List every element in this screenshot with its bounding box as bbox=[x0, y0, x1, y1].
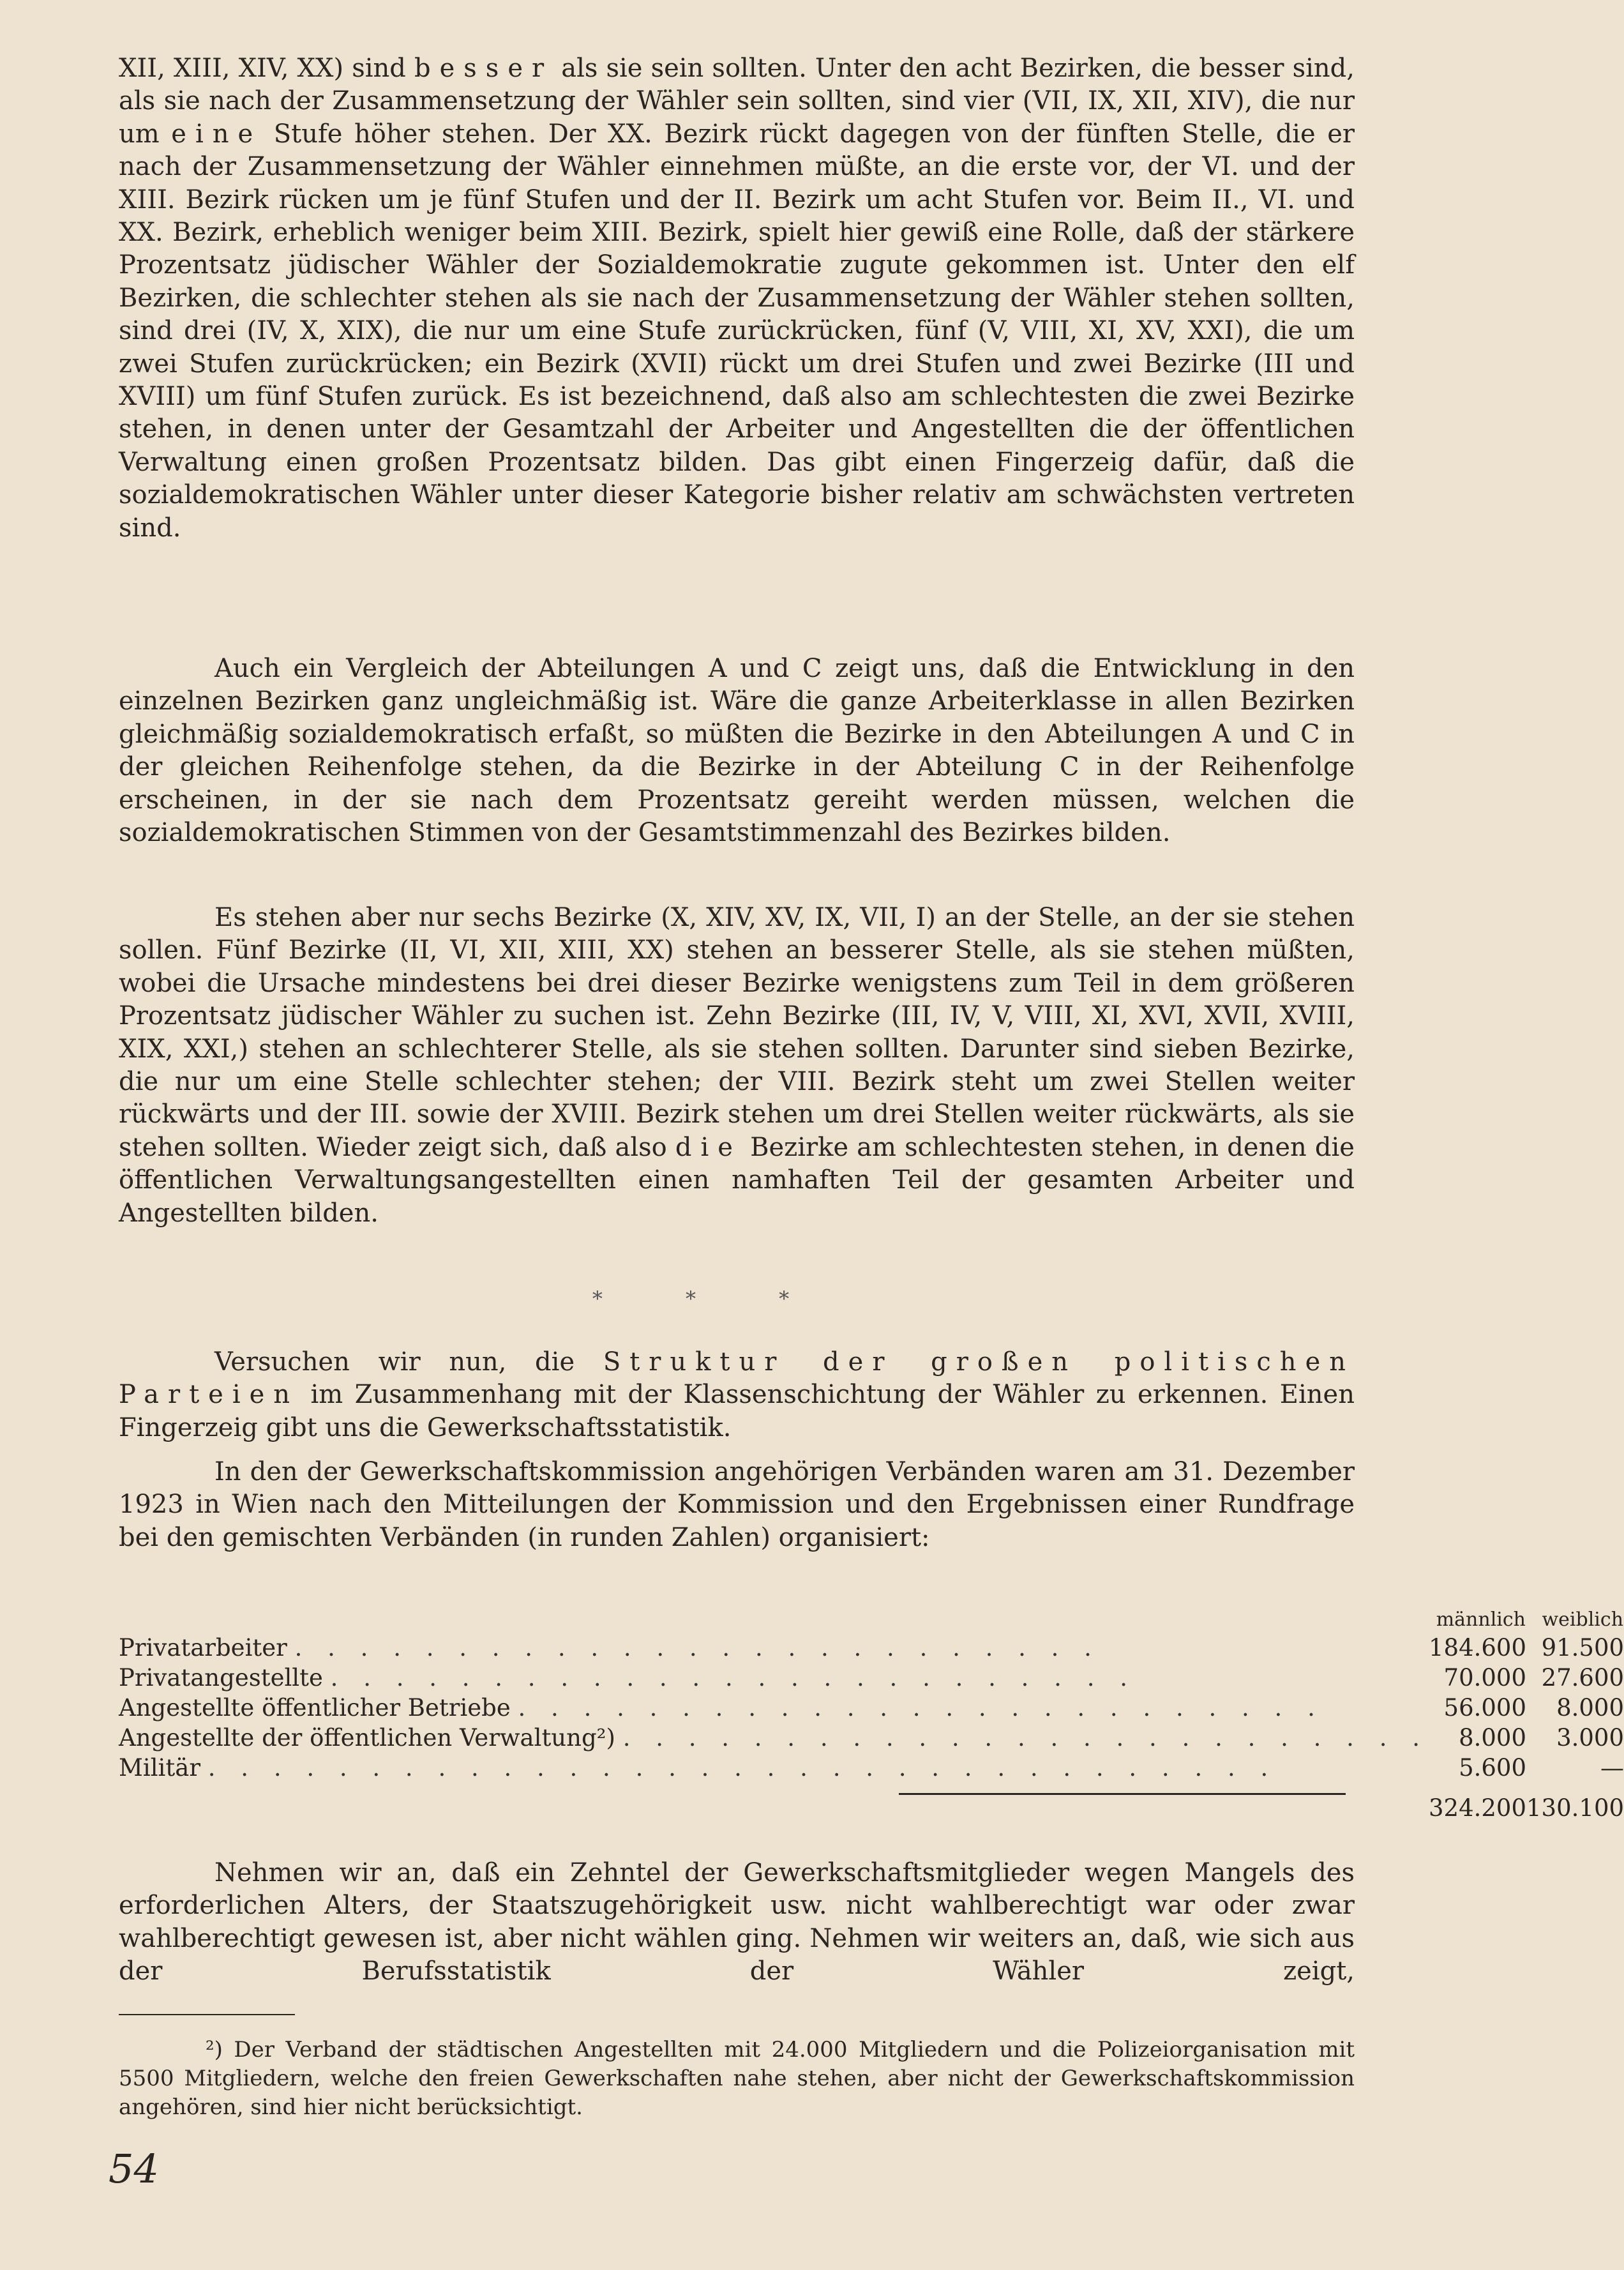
row-female: 3.000 bbox=[1556, 1724, 1624, 1752]
paragraph-block-3 bbox=[119, 902, 1355, 1230]
paragraph-6: Nehmen wir an, daß ein Zehntel der Gewerkschaftsmitglieder wegen Mangels des erforderlichen Alters, der Staatszugehörigkeit usw. nicht wahlberechtigt war oder zwar wahlberechtigt gewesen ist, aber nicht wählen ging. Nehmen wir weiters an, daß, wie sich aus der Berufsstatistik der Wähler zeigt, bbox=[119, 1858, 1355, 1986]
paragraph-block-6 bbox=[119, 1857, 1355, 1988]
paragraph-block-5 bbox=[119, 1456, 1355, 1554]
row-female: — bbox=[1600, 1754, 1624, 1782]
row-male: 184.600 bbox=[1429, 1634, 1527, 1661]
table-row bbox=[119, 1691, 1624, 1721]
p1-seg-2: als sie sein sollten. Unter den acht Bezirken, die besser sind, als sie nach der Zusammensetzung der Wähler sein sollten, sind vier (VII, IX, XII, XIV), die nur um bbox=[119, 54, 1355, 149]
paragraph-5: In den der Gewerkschaftskommission angehörigen Verbänden waren am 31. Dezember 1923 in Wien nach den Mitteilungen der Kommission und den Ergebnissen einer Rundfrage bei den gemischten Verbänden (in runden Zahlen) organisiert: bbox=[119, 1457, 1355, 1552]
row-label: Militär . . . . . . . . . . . . . . . . . . . . . . . . . . . . . . . . . bbox=[119, 1754, 1277, 1782]
row-female: 8.000 bbox=[1556, 1694, 1624, 1721]
paragraph-block-4 bbox=[119, 1346, 1355, 1444]
row-label: Angestellte der öffentlichen Verwaltung²) . . . . . . . . . . . . . . . . . . . . . . . . . bbox=[119, 1724, 1429, 1752]
row-label: Privatangestellte . . . . . . . . . . . . . . . . . . . . . . . . . bbox=[119, 1664, 1136, 1691]
total-rule bbox=[899, 1793, 1346, 1795]
paragraph-block-1 bbox=[119, 52, 1355, 545]
row-label: Privatarbeiter . . . . . . . . . . . . . . . . . . . . . . . . . bbox=[119, 1634, 1101, 1661]
footnote-rule bbox=[119, 2014, 295, 2015]
p3-spaced-die: die bbox=[675, 1132, 742, 1162]
p4-seg-1: Versuchen wir nun, die bbox=[214, 1347, 603, 1377]
p4-spaced-phrase: Struktur der großen politischen Parteien bbox=[119, 1347, 1355, 1410]
section-separator: * * * bbox=[592, 1287, 828, 1311]
row-female: 27.600 bbox=[1541, 1664, 1624, 1691]
p3-seg-1: Es stehen aber nur sechs Bezirke (X, XIV, XV, IX, VII, I) an der Stelle, an der sie stehen sollen. Fünf Bezirke (II, VI, XII, XIII, XX) stehen an besserer Stelle, als sie stehen müßten, wobei die Ursache mindestens bei drei dieser Bezirke wenigstens zum Teil in dem größeren Prozentsatz jüdischer Wähler zu suchen ist. Zehn Bezirke (III, IV, V, VIII, XI, XVI, XVII, XVIII, XIX, XXI,) stehen an schlechterer Stelle, als sie stehen sollten. Darunter sind sieben Bezirke, die nur um eine Stelle schlechter stehen; der VIII. Bezirk steht um zwei Stellen weiter rückwärts und der III. sowie der XVIII. Bezirk stehen um drei Stellen weiter rückwärts, als sie stehen sollten. Wieder zeigt sich, daß also bbox=[119, 903, 1355, 1162]
total-female: 130.100 bbox=[1526, 1794, 1624, 1822]
table-row bbox=[119, 1631, 1624, 1661]
paragraph-block-2 bbox=[119, 653, 1355, 849]
header-male: männlich bbox=[1436, 1608, 1526, 1631]
table-row bbox=[119, 1752, 1624, 1782]
table-row bbox=[119, 1721, 1624, 1752]
paragraph-1 bbox=[119, 52, 1355, 545]
footnote: ²) Der Verband der städtischen Angestellten mit 24.000 Mitgliedern und die Polizeiorganisation mit 5500 Mitgliedern, welche den freien Gewerkschaften nahe stehen, aber nicht der Gewerkschaftskommission angehören, sind hier nicht berücksichtigt. bbox=[119, 2037, 1355, 2120]
paragraph-4 bbox=[119, 1346, 1355, 1444]
page-number: 54 bbox=[109, 2145, 159, 2192]
row-male: 56.000 bbox=[1443, 1694, 1527, 1721]
row-male: 8.000 bbox=[1459, 1724, 1527, 1752]
paragraph-3 bbox=[119, 902, 1355, 1230]
p1-spaced-eine: eine bbox=[171, 119, 262, 149]
table-total-row bbox=[119, 1782, 1624, 1822]
p4-seg-2: im Zusammenhang mit der Klassenschichtung der Wähler zu erkennen. Einen Fingerzeig gibt uns die Gewerkschaftsstatistik. bbox=[119, 1380, 1355, 1442]
table-header-row bbox=[119, 1600, 1624, 1631]
p1-seg-1: XII, XIII, XIV, XX) sind bbox=[119, 54, 414, 83]
row-male: 70.000 bbox=[1443, 1664, 1527, 1691]
row-label: Angestellte öffentlicher Betriebe . . . . . . . . . . . . . . . . . . . . . . . . . bbox=[119, 1694, 1324, 1721]
table-row bbox=[119, 1661, 1624, 1691]
row-male: 5.600 bbox=[1459, 1754, 1527, 1782]
row-female: 91.500 bbox=[1541, 1634, 1624, 1661]
membership-table bbox=[119, 1600, 1624, 1822]
total-male: 324.200 bbox=[1429, 1794, 1527, 1822]
paragraph-2: Auch ein Vergleich der Abteilungen A und C zeigt uns, daß die Entwicklung in den einzelnen Bezirken ganz ungleichmäßig ist. Wäre die ganze Arbeiterklasse in allen Bezirken gleichmäßig sozialdemokratisch erfaßt, so müßten die Bezirke in den Abteilungen A und C in der gleichen Reihenfolge stehen, da die Bezirke in der Abteilung C in der Reihenfolge erscheinen, in der sie nach dem Prozentsatz gereiht werden müssen, welchen die sozialdemokratischen Stimmen von der Gesamtstimmenzahl des Bezirkes bilden. bbox=[119, 654, 1355, 848]
p1-seg-3: Stufe höher stehen. Der XX. Bezirk rückt dagegen von der fünften Stelle, die er nach der Zusammensetzung der Wähler einnehmen müßte, an die erste vor, der VI. und der XIII. Bezirk rücken um je fünf Stufen und der II. Bezirk um acht Stufen vor. Beim II., VI. und XX. Bezirk, erheblich weniger beim XIII. Bezirk, spielt hier gewiß eine Rolle, daß der stärkere Prozentsatz jüdischer Wähler der Sozialdemokratie zugute gekommen ist. Unter den elf Bezirken, die schlechter stehen als sie nach der Zusammensetzung der Wähler stehen sollten, sind drei (IV, X, XIX), die nur um eine Stufe zurückrücken, fünf (V, VIII, XI, XV, XXI), die um zwei Stufen zurückrücken; ein Bezirk (XVII) rückt um drei Stufen und zwei Bezirke (III und XVIII) um fünf Stufen zurück. Es ist bezeichnend, daß also am schlechtesten die zwei Bezirke stehen, in denen unter der Gesamtzahl der Arbeiter und Angestellten die der öffentlichen Verwaltung einen großen Prozentsatz bilden. Das gibt einen Fingerzeig dafür, daß die sozialdemokratischen Wähler unter dieser Kategorie bisher relativ am schwächsten vertreten sind. bbox=[119, 119, 1355, 543]
p1-spaced-besser: besser bbox=[414, 54, 553, 83]
p3-seg-2: Bezirke am schlechtesten stehen, in denen die öffentlichen Verwaltungsangestellten einen namhaften Teil der gesamten Arbeiter und Angestellten bilden. bbox=[119, 1132, 1355, 1228]
header-female: weiblich bbox=[1542, 1608, 1624, 1631]
